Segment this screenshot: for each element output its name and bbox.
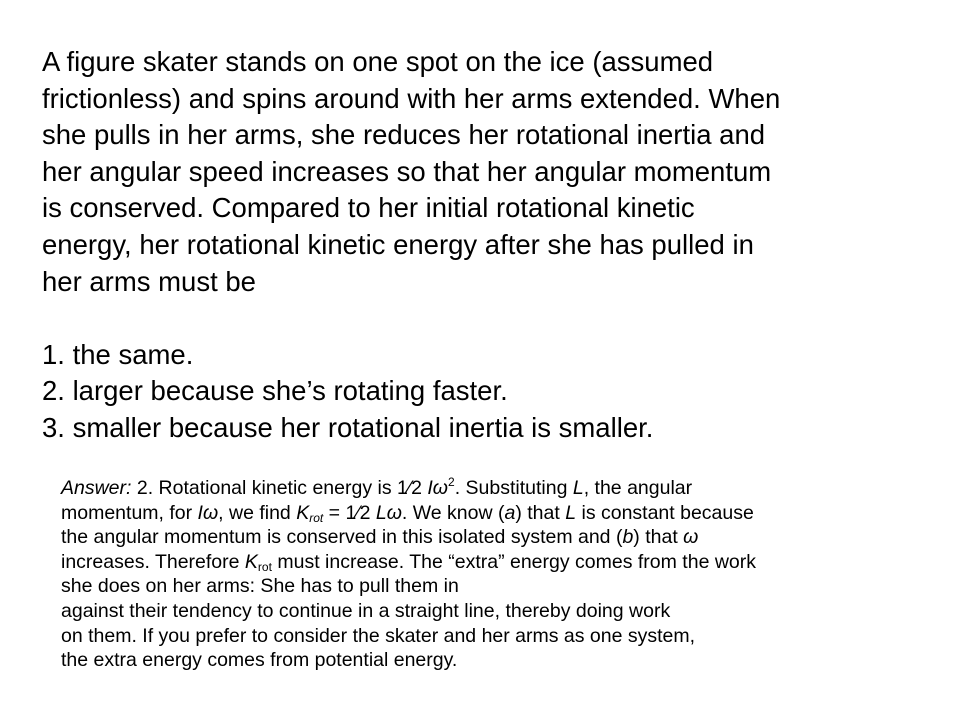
symbol-k: K xyxy=(244,550,258,573)
subscript-rot: rot xyxy=(257,559,272,574)
answer-text: , the angular xyxy=(583,477,693,499)
exponent: 2 xyxy=(448,475,455,489)
symbol-l: L xyxy=(572,477,584,499)
answer-line: on them. If you prefer to consider the skater and her arms as one system, xyxy=(61,624,696,647)
answer-text: must increase. The “extra” energy comes from the work xyxy=(271,550,757,573)
question-line: her arms must be xyxy=(42,265,256,297)
answer-text: . We know ( xyxy=(401,501,505,524)
answer-text: . Substituting xyxy=(454,477,573,499)
symbol-i-omega: Iω xyxy=(427,477,448,499)
answer-line: against their tendency to continue in a straight line, thereby doing work xyxy=(61,599,671,622)
option-3: 3. smaller because her rotational inertia is smaller. xyxy=(42,411,654,443)
answer-line xyxy=(61,550,941,575)
answer-line: the extra energy comes from potential energy. xyxy=(61,649,458,672)
question-line: energy, her rotational kinetic energy after she has pulled in xyxy=(42,228,754,260)
question-line: she pulls in her arms, she reduces her rotational inertia and xyxy=(42,119,766,151)
answer-text: 2. Rotational kinetic energy is xyxy=(131,477,398,499)
answer-line xyxy=(61,476,941,501)
question-line: her angular speed increases so that her angular momentum xyxy=(42,155,772,187)
answer-text: the angular momentum is conserved in this isolated system and ( xyxy=(61,526,623,549)
question-line: is conserved. Compared to her initial rotational kinetic xyxy=(42,192,695,224)
question-line: frictionless) and spins around with her arms extended. When xyxy=(42,82,781,114)
fraction-half: 1⁄2 xyxy=(345,501,371,524)
fraction-half: 1⁄2 xyxy=(397,477,422,499)
letter-a: a xyxy=(504,501,516,524)
answer-text: = xyxy=(323,501,346,524)
letter-b: b xyxy=(622,526,634,549)
answer-text: is constant because xyxy=(576,501,754,524)
answer-text: ) that xyxy=(633,526,684,549)
option-2: 2. larger because she’s rotating faster. xyxy=(42,375,508,407)
answer-text: increases. Therefore xyxy=(61,550,245,573)
answer-line: she does on her arms: She has to pull them in xyxy=(61,575,459,598)
question-block xyxy=(42,44,922,447)
answer-line xyxy=(61,525,941,550)
symbol-i-omega: Iω xyxy=(197,501,219,524)
answer-text: ) that xyxy=(515,501,566,524)
symbol-l: L xyxy=(565,501,577,524)
symbol-omega: ω xyxy=(683,526,699,549)
answer-line xyxy=(61,501,941,526)
spacer xyxy=(42,300,922,337)
answer-label: Answer: xyxy=(61,477,132,499)
symbol-k: K xyxy=(296,501,310,524)
answer-block xyxy=(61,476,941,673)
answer-text: , we find xyxy=(218,501,297,524)
symbol-l-omega: Lω xyxy=(375,501,402,524)
subscript-rot: rot xyxy=(309,510,324,525)
option-1: 1. the same. xyxy=(42,338,194,370)
answer-text: momentum, for xyxy=(61,501,198,524)
question-line: A figure skater stands on one spot on the ice (assumed xyxy=(42,46,714,77)
